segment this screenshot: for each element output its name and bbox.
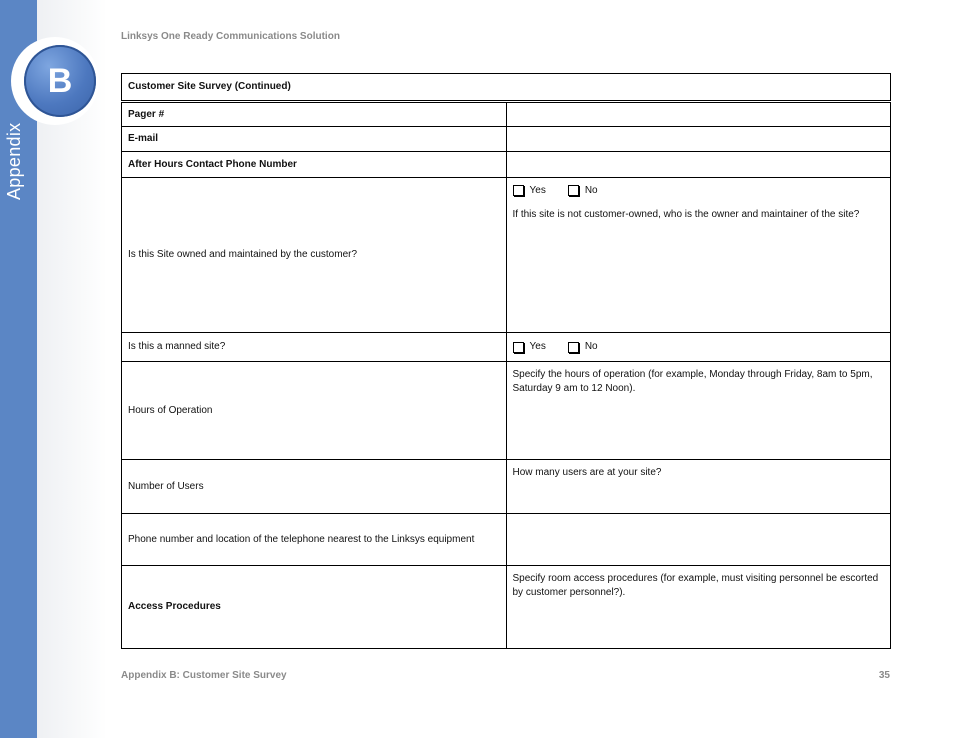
email-field[interactable]	[506, 127, 891, 152]
after-hours-phone-field[interactable]	[506, 152, 891, 178]
site-owned-field[interactable]	[506, 178, 891, 333]
document-header: Linksys One Ready Communications Solution	[121, 31, 340, 42]
row-label-manned-site: Is this a manned site?	[122, 333, 507, 362]
site-owned-no-option[interactable]	[568, 184, 598, 198]
row-label-email: E-mail	[122, 127, 507, 152]
footer-section-title: Appendix B: Customer Site Survey	[121, 670, 287, 681]
table-row	[122, 460, 891, 514]
checkbox-icon[interactable]	[513, 342, 524, 353]
table-row	[122, 152, 891, 178]
pager-field[interactable]	[506, 102, 891, 127]
table-row	[122, 333, 891, 362]
manned-site-no-option[interactable]	[568, 340, 598, 354]
row-label-site-owned: Is this Site owned and maintained by the customer?	[122, 178, 507, 333]
access-prompt: Specify room access procedures (for example, must visiting personnel be escorted by customer personnel?).	[512, 573, 879, 598]
customer-site-survey-table	[121, 73, 891, 649]
row-label-hours: Hours of Operation	[122, 362, 507, 460]
table-row	[122, 514, 891, 566]
site-owner-prompt: If this site is not customer-owned, who is the owner and maintainer of the site?	[512, 208, 860, 220]
manned-site-yes-option[interactable]	[513, 340, 546, 354]
table-row	[122, 362, 891, 460]
yes-label: Yes	[529, 185, 546, 196]
access-procedures-field[interactable]	[506, 566, 891, 649]
table-row	[122, 102, 891, 127]
table-row	[122, 178, 891, 333]
number-of-users-field[interactable]	[506, 460, 891, 514]
table-row	[122, 566, 891, 649]
manned-site-field[interactable]	[506, 333, 891, 362]
checkbox-icon[interactable]	[568, 185, 579, 196]
row-label-access-procedures: Access Procedures	[122, 566, 507, 649]
row-label-nearest-phone: Phone number and location of the telephone nearest to the Linksys equipment	[122, 514, 507, 566]
page-number: 35	[878, 670, 890, 681]
row-label-number-of-users: Number of Users	[122, 460, 507, 514]
row-label-pager: Pager #	[122, 102, 507, 127]
hours-prompt: Specify the hours of operation (for example, Monday through Friday, 8am to 5pm, Saturday 9 am to 12 Noon).	[512, 369, 873, 394]
table-row	[122, 127, 891, 152]
appendix-section-label: Appendix	[4, 122, 24, 200]
site-owned-yes-option[interactable]	[513, 184, 546, 198]
yes-label: Yes	[529, 341, 546, 353]
no-label: No	[584, 185, 598, 196]
row-label-after-hours-phone: After Hours Contact Phone Number	[122, 152, 507, 178]
users-prompt: How many users are at your site?	[512, 467, 662, 478]
table-title: Customer Site Survey (Continued)	[122, 74, 891, 102]
no-label: No	[584, 341, 598, 353]
nearest-phone-field[interactable]	[506, 514, 891, 566]
hours-field[interactable]	[506, 362, 891, 460]
appendix-badge: B	[24, 45, 96, 117]
checkbox-icon[interactable]	[568, 342, 579, 353]
checkbox-icon[interactable]	[513, 185, 524, 196]
